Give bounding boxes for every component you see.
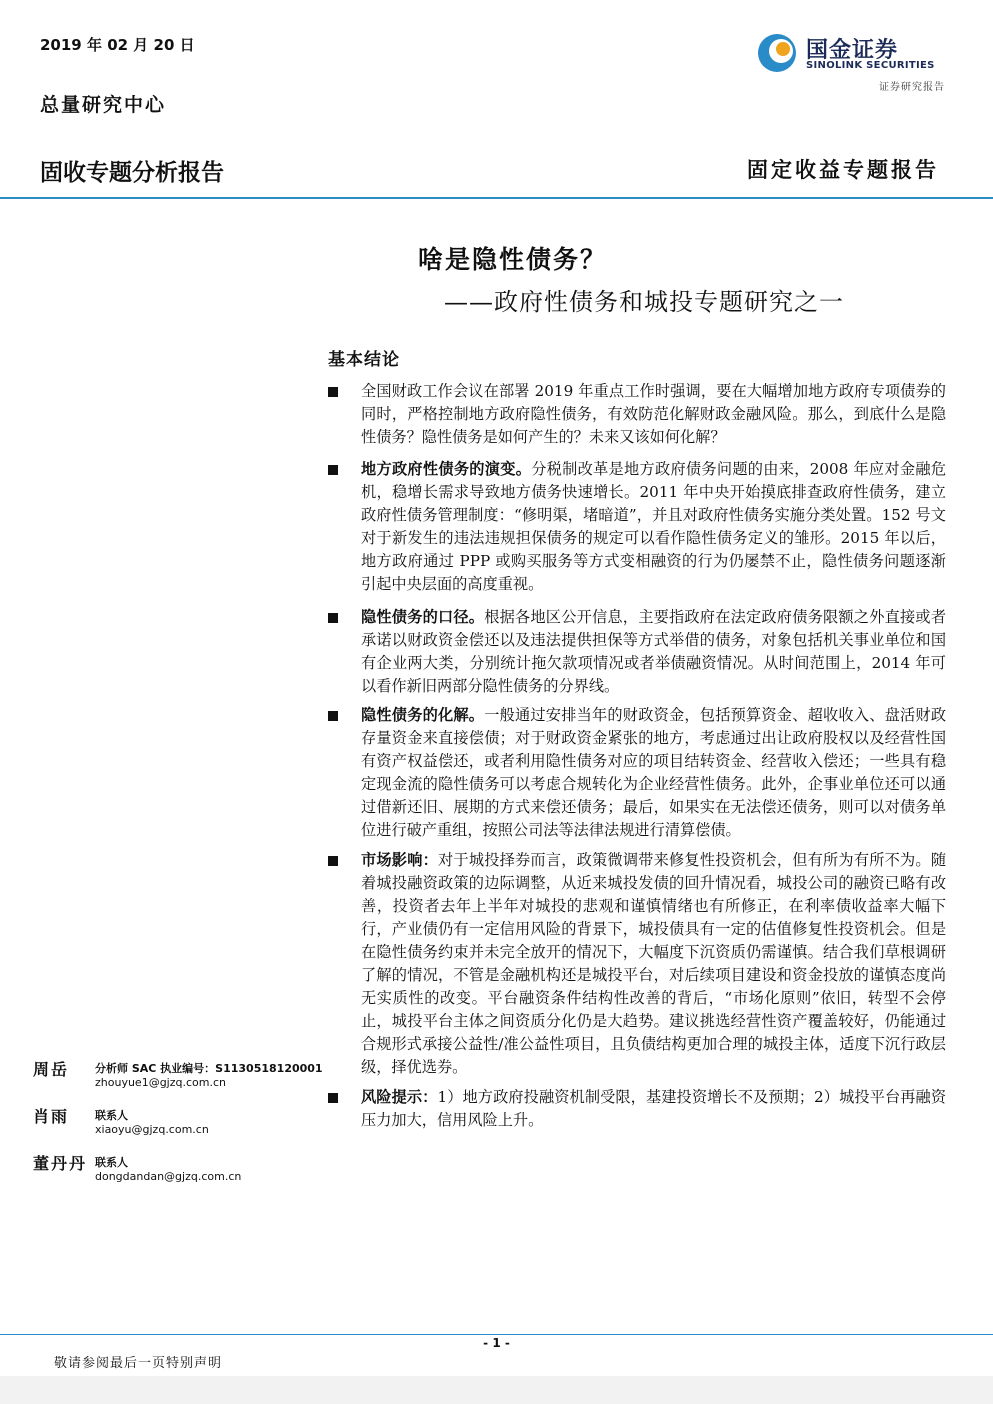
summary-bullet <box>326 380 946 449</box>
analyst-role: 分析师 SAC 执业编号：S1130518120001 <box>95 1062 323 1075</box>
main-title: 啥是隐性债务？ <box>418 245 608 274</box>
logo-english-name: SINOLINK SECURITIES <box>806 60 935 71</box>
bullet-lead: 隐性债务的口径。 <box>361 608 485 626</box>
summary-heading: 基本结论 <box>328 350 400 370</box>
header-divider <box>0 197 993 199</box>
sinolink-logo-icon <box>756 32 798 74</box>
bullet-text: 对于城投择券而言，政策微调带来修复性投资机会，但有所为有所不为。随着城投融资政策的边际调整，从近来城投发债的回升情况看，城投公司的融资已略有改善，投资者去年上半年对城投的悲观和谨慎情绪也有所修正，在利率债收益率大幅下行，产业债仍有一定信用风险的背景下，城投债具有一定的估值修复性投资机会。但是在隐性债务约束并未完全放开的情况下，大幅度下沉资质仍需谨慎。结合我们草根调研了解的情况，不管是金融机构还是城投平台，对后续项目建设和资金投放的谨慎态度尚无实质性的改变。平台融资条件结构性改善的背后，“市场化原则”依旧，转型不会停止，城投平台主体之间资质分化仍是大趋势。建议挑选经营性资产覆盖较好，仍能通过合规形式承接公益性/准公益性项目，且负债结构更加合理的城投主体，适度下沉行政层级，择优选券。 <box>361 851 947 1076</box>
summary-bullets <box>326 380 946 1132</box>
bottom-band <box>0 1376 993 1404</box>
report-type: 固定收益专题报告 <box>747 157 939 182</box>
report-category-label: 证券研究报告 <box>879 82 945 93</box>
bullet-square-icon <box>328 1093 338 1103</box>
bullet-square-icon <box>328 856 338 866</box>
logo-chinese-name: 国金证券 <box>806 38 899 63</box>
bullet-square-icon <box>328 387 338 397</box>
sub-title: ——政府性债务和城投专题研究之一 <box>444 288 844 316</box>
analyst-name: 周岳 <box>33 1060 70 1079</box>
analyst-name: 肖雨 <box>33 1107 70 1126</box>
bullet-square-icon <box>328 613 338 623</box>
bullet-lead: 地方政府性债务的演变。 <box>361 460 532 478</box>
analyst-role: 联系人 <box>95 1156 128 1169</box>
report-series-title: 固收专题分析报告 <box>40 160 224 186</box>
bullet-lead: 风险提示： <box>361 1088 438 1106</box>
bullet-lead: 隐性债务的化解。 <box>361 706 485 724</box>
analyst-role: 联系人 <box>95 1109 128 1122</box>
footer-divider <box>0 1334 993 1335</box>
summary-bullet <box>326 458 946 596</box>
bullet-text: 全国财政工作会议在部署 2019 年重点工作时强调，要在大幅增加地方政府专项债券的同时，严格控制地方政府隐性债务，有效防范化解财政金融风险。那么，到底什么是隐性债务？隐性债务是如何产生的？未来又该如何化解？ <box>361 382 946 446</box>
bullet-text: 分税制改革是地方政府债务问题的由来，2008 年应对金融危机，稳增长需求导致地方债务快速增长。2011 年中央开始摸底排查政府性债务，建立政府性债务管理制度：“修明渠，堵暗道”，并且对政府性债务实施分类处置。152 号文对于新发生的违法违规担保债务的规定可以看作隐性债务定义的雏形。2015 年以后，地方政府通过 PPP 或购买服务等方式变相融资的行为仍屡禁不止，隐性债务问题逐渐引起中央层面的高度重视。 <box>361 460 947 593</box>
summary-bullet <box>326 704 946 842</box>
summary-bullet <box>326 606 946 698</box>
analyst-name: 董丹丹 <box>33 1154 88 1173</box>
bullet-text: 一般通过安排当年的财政资金，包括预算资金、超收收入、盘活财政存量资金来直接偿债；对于财政资金紧张的地方，考虑通过出让政府股权以及经营性国有资产权益偿还，或者利用隐性债务对应的项目结转资金、经营收入偿还；一些具有稳定现金流的隐性债务可以考虑合规转化为企业经营性债务。此外，企事业单位还可以通过借新还旧、展期的方式来偿还债务；最后，如果实在无法偿还债务，则可以对债务单位进行破产重组，按照公司法等法律法规进行清算偿债。 <box>361 706 947 839</box>
summary-bullet <box>326 849 946 1079</box>
report-date: 2019 年 02 月 20 日 <box>40 36 195 54</box>
analyst-email[interactable]: xiaoyu@gjzq.com.cn <box>95 1123 209 1136</box>
summary-bullet <box>326 1086 946 1132</box>
analyst-email[interactable]: dongdandan@gjzq.com.cn <box>95 1170 242 1183</box>
research-center: 总量研究中心 <box>40 94 167 116</box>
bullet-lead: 市场影响： <box>361 851 439 869</box>
bullet-square-icon <box>328 465 338 475</box>
bullet-square-icon <box>328 711 338 721</box>
page-number: - 1 - <box>483 1336 510 1350</box>
analyst-email[interactable]: zhouyue1@gjzq.com.cn <box>95 1076 226 1089</box>
disclaimer-note: 敬请参阅最后一页特别声明 <box>54 1356 223 1371</box>
bullet-text: 根据各地区公开信息，主要指政府在法定政府债务限额之外直接或者承诺以财政资金偿还以及违法提供担保等方式举借的债务，对象包括机关事业单位和国有企业两大类，分别统计拖欠款项情况或者举债融资情况。从时间范围上，2014 年可以看作新旧两部分隐性债务的分界线。 <box>361 608 947 695</box>
bullet-text: 1）地方政府投融资机制受限，基建投资增长不及预期；2）城投平台再融资压力加大，信用风险上升。 <box>361 1088 947 1129</box>
